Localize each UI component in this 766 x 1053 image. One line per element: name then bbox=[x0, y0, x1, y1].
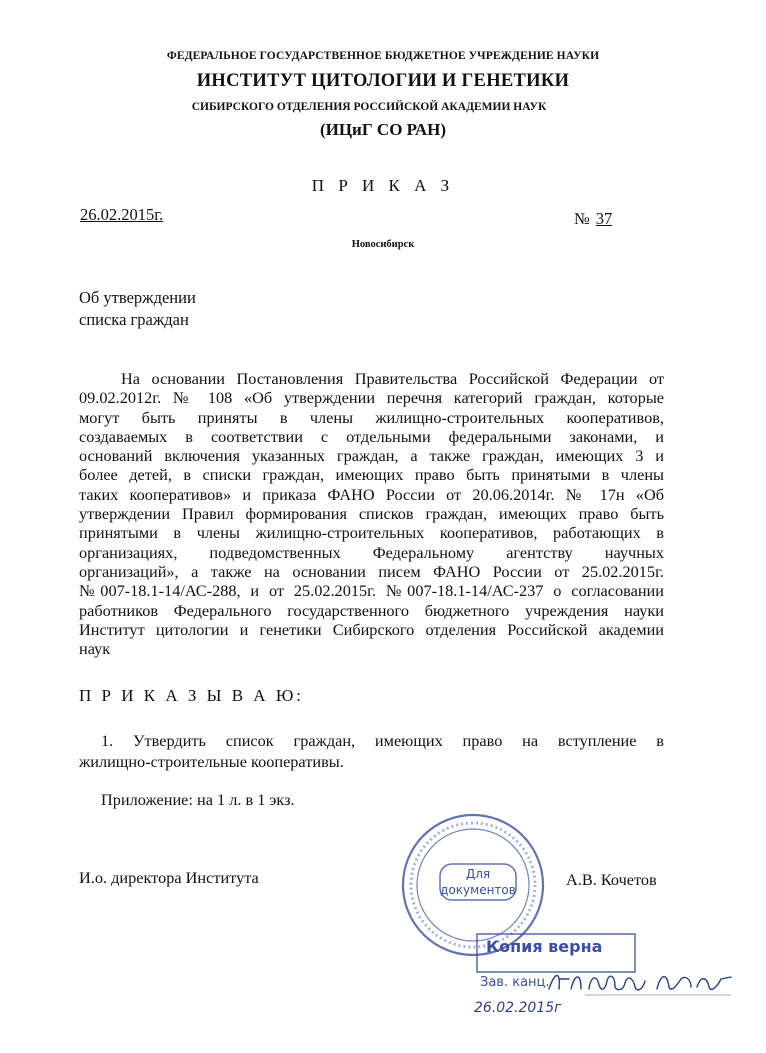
body-line: более детей, в списки граждан, имеющих право быть принятыми в члены bbox=[79, 465, 664, 485]
org-type-line: ФЕДЕРАЛЬНОЕ ГОСУДАРСТВЕННОЕ БЮДЖЕТНОЕ УЧРЕЖДЕНИЕ НАУКИ bbox=[166, 50, 600, 62]
body-line: оснований включения указанных граждан, а также граждан, имеющих 3 и bbox=[79, 446, 664, 466]
body-line: организаций», а также на основании писем ФАНО России от 25.02.2015г. bbox=[79, 561, 664, 581]
institute-abbreviation: (ИЦиГ СО РАН) bbox=[319, 120, 447, 139]
handwritten-date: 26.02.2015г bbox=[474, 1000, 562, 1016]
body-line: организациях, подведомственных Федеральному агентству научных bbox=[79, 542, 664, 562]
order-title: П Р И К А З bbox=[311, 176, 455, 195]
decree-heading: П Р И К А З Ы В А Ю: bbox=[79, 686, 305, 705]
order-subject bbox=[79, 287, 196, 331]
body-line: 09.02.2012г. № 108 «Об утверждении перечня категорий граждан, которые bbox=[79, 388, 664, 408]
body-line: наук bbox=[79, 639, 111, 659]
body-line: создаваемых в соответствии с отдельными федеральными законами, и bbox=[79, 426, 664, 446]
number-sign: № bbox=[574, 209, 590, 228]
order-body bbox=[79, 369, 664, 658]
subject-line: списка граждан bbox=[79, 310, 189, 329]
order-date: 26.02.2015г. bbox=[80, 205, 164, 224]
attachment-note: Приложение: на 1 л. в 1 экз. bbox=[101, 790, 295, 809]
branch-line: СИБИРСКОГО ОТДЕЛЕНИЯ РОССИЙСКОЙ АКАДЕМИИ НАУК bbox=[191, 101, 547, 113]
body-line: №007-18.1-14/АС-288, и от 25.02.2015г. №007-18.1-14/АС-237 о согласовании bbox=[79, 581, 664, 601]
seal-text-line2: документов bbox=[440, 883, 516, 897]
subject-line: Об утверждении bbox=[79, 288, 196, 307]
body-line: могут быть приняты в члены жилищно-строительных кооперативов, bbox=[79, 407, 664, 427]
institute-name: ИНСТИТУТ ЦИТОЛОГИИ И ГЕНЕТИКИ bbox=[196, 71, 570, 91]
clerk-label: Зав. канц. bbox=[480, 975, 550, 990]
seal-text-line1: Для bbox=[465, 867, 491, 881]
order-number bbox=[574, 209, 612, 229]
body-line: принятыми в члены жилищно-строительных кооперативов, работающих в bbox=[79, 523, 664, 543]
city: Новосибирск bbox=[351, 239, 415, 250]
handwritten-signature bbox=[545, 965, 735, 999]
body-line: На основании Постановления Правительства Российской Федерации от bbox=[121, 369, 664, 388]
signatory-name: А.В. Кочетов bbox=[566, 870, 657, 889]
body-line: работников Федерального государственного бюджетного учреждения науки bbox=[79, 600, 664, 620]
signatory-position: И.о. директора Института bbox=[79, 868, 259, 887]
number-value: 37 bbox=[595, 209, 613, 228]
decree-item-1 bbox=[79, 730, 664, 772]
body-line: Институт цитологии и генетики Сибирского отделения Российской академии bbox=[79, 619, 664, 639]
copy-true-label: Копия верна bbox=[486, 937, 603, 956]
item-line: 1. Утвердить список граждан, имеющих право на вступление в bbox=[101, 731, 664, 750]
body-line: таких кооперативов» и приказа ФАНО России от 20.06.2014г. № 17н «Об bbox=[79, 484, 664, 504]
body-line: утверждении Правил формирования списков граждан, имеющих право быть bbox=[79, 504, 664, 524]
item-line: жилищно-строительные кооперативы. bbox=[79, 752, 344, 771]
